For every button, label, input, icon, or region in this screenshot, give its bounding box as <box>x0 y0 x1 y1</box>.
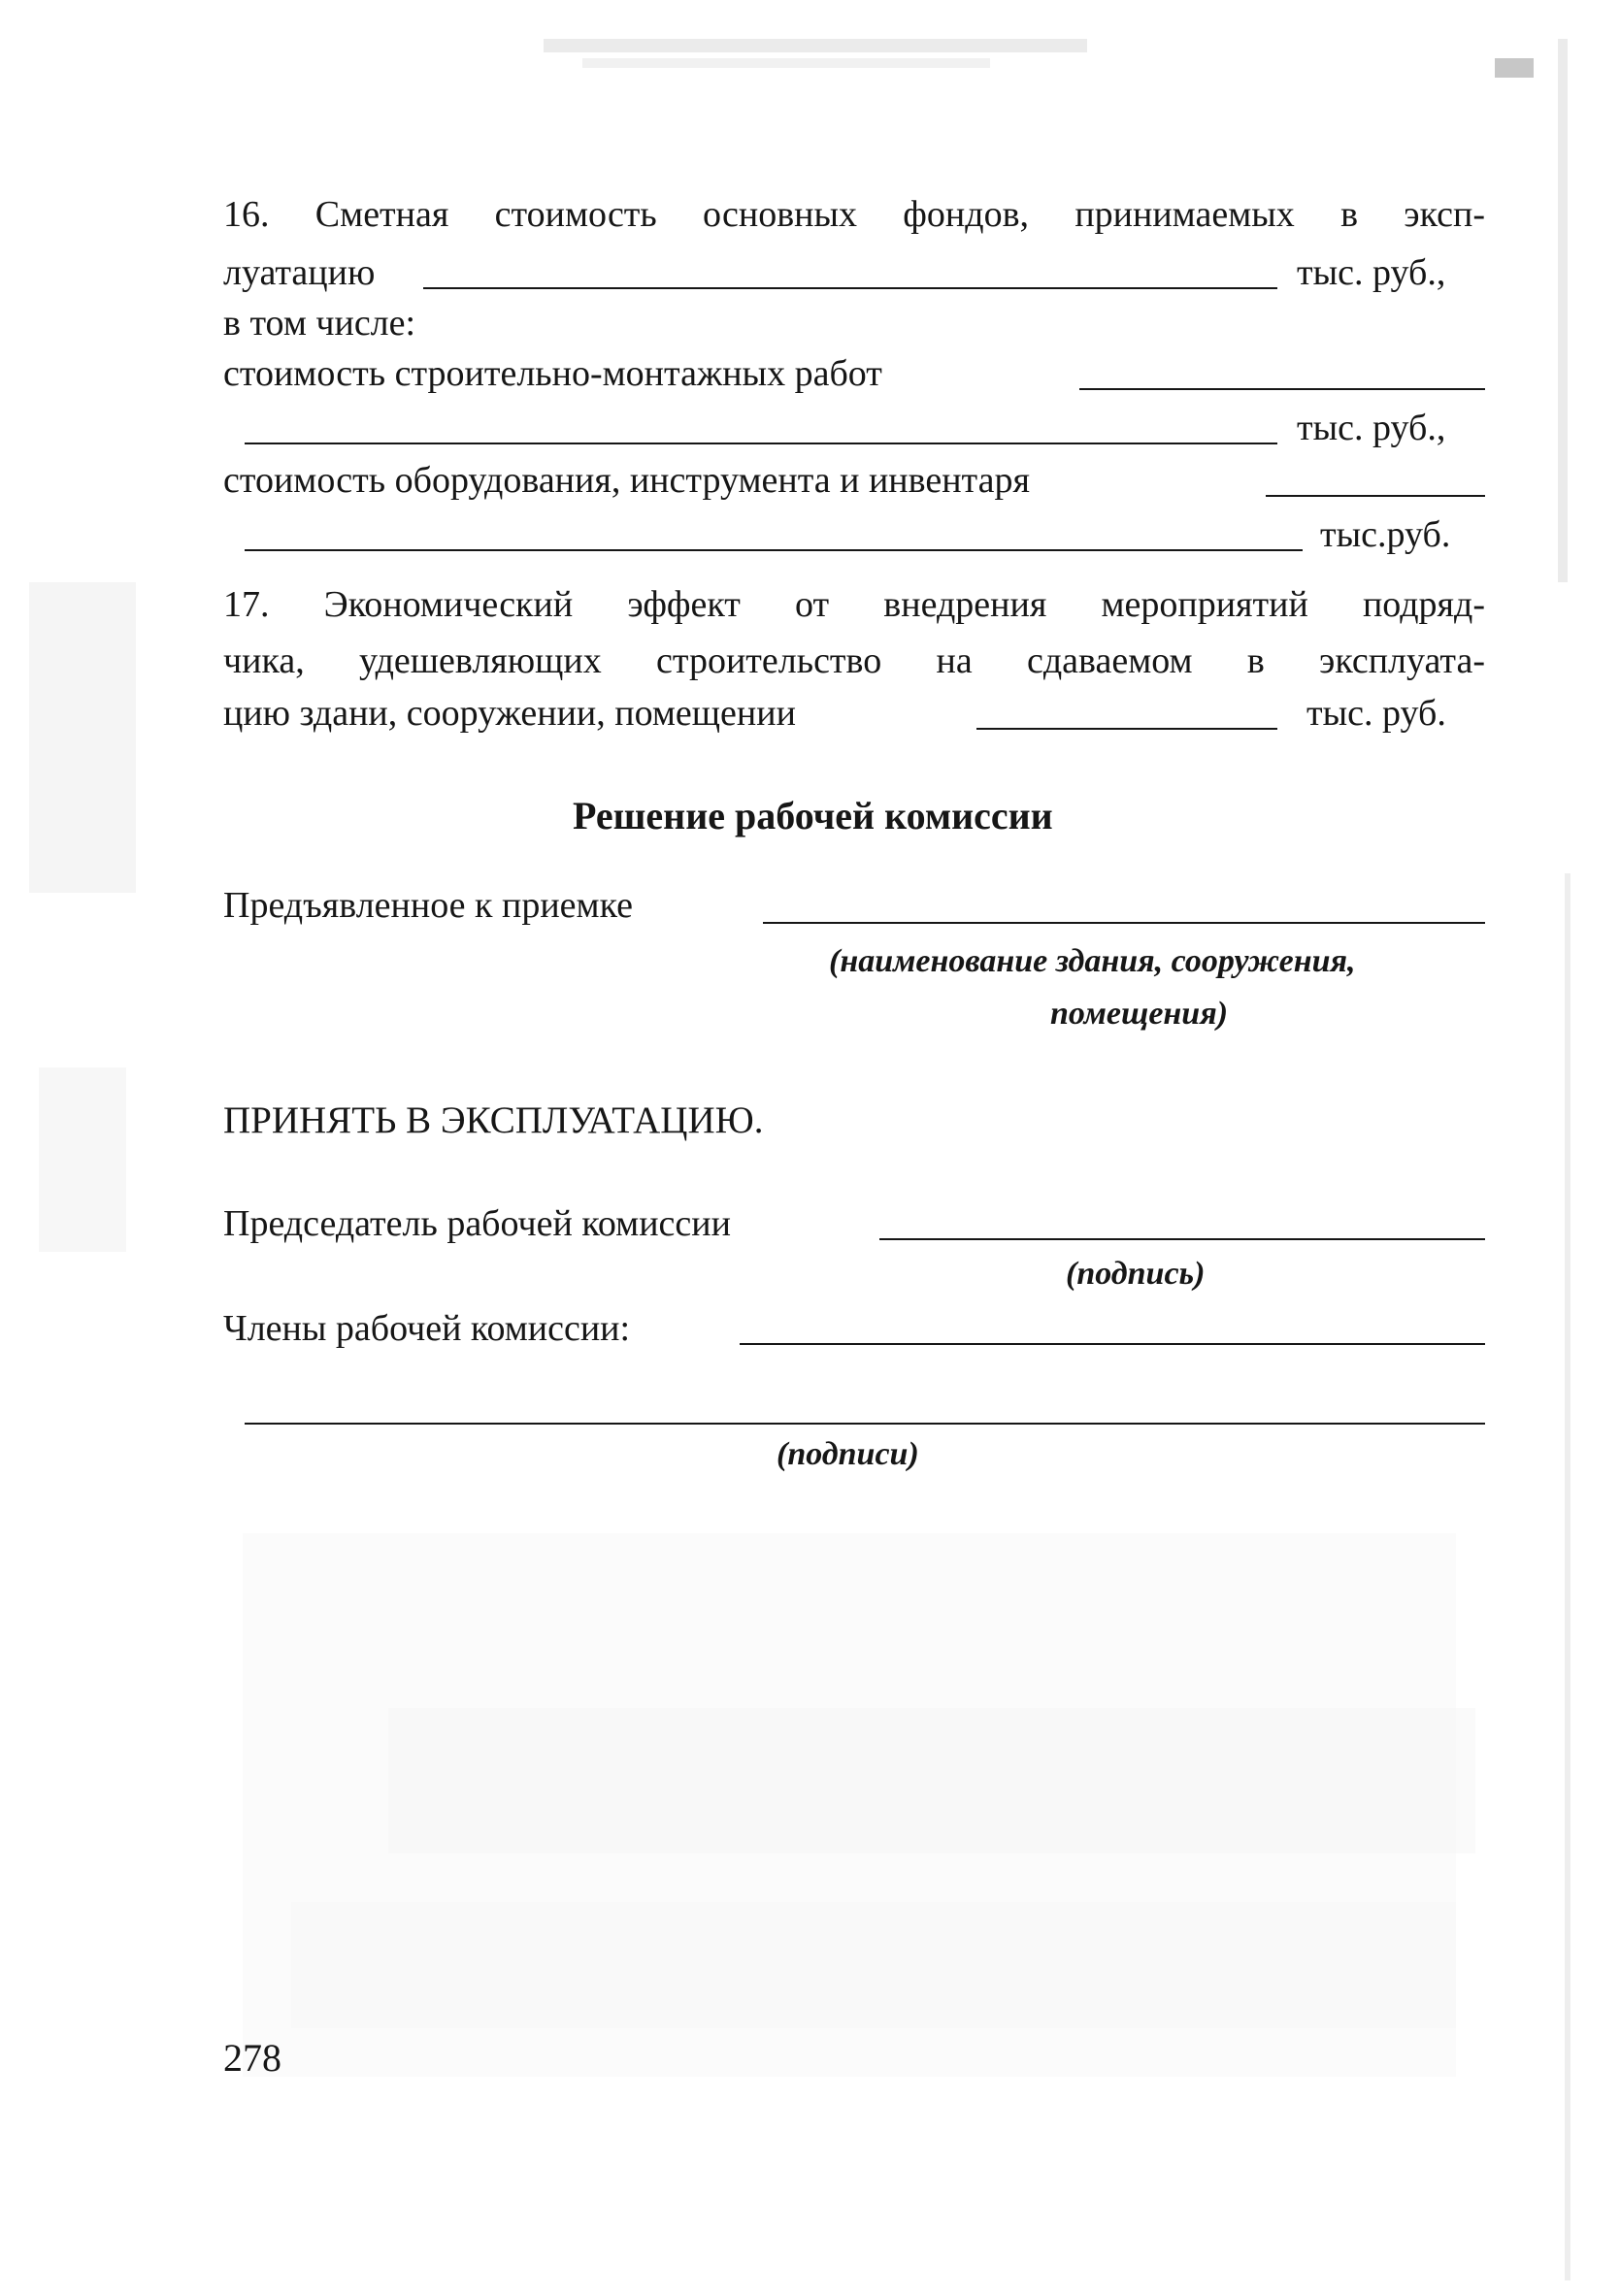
item16-line4: стоимость строительно-монтажных работ <box>223 353 882 394</box>
unit-label-c: тыс.руб. <box>1320 514 1451 555</box>
item16-line2-label: луатацию <box>223 252 376 293</box>
members-label: Члены рабочей комиссии: <box>223 1308 631 1349</box>
economic-effect-field[interactable] <box>976 728 1277 730</box>
item16-line6: стоимость оборудования, инструмента и инвентаря <box>223 460 1030 501</box>
equipment-cost-field[interactable] <box>1266 495 1485 497</box>
page-number: 278 <box>223 2036 281 2080</box>
item17-line3-label: цию здани, сооружении, помещении <box>223 693 796 734</box>
unit-label-a: тыс. руб., <box>1297 252 1446 293</box>
item16-line1: 16. Сметная стоимость основных фондов, принимаемых в эксп- <box>223 194 1485 235</box>
chairman-signature-field[interactable] <box>879 1238 1485 1240</box>
presented-caption-line2: помещения) <box>1050 996 1229 1032</box>
fixed-assets-cost-field[interactable] <box>423 287 1277 289</box>
members-signature-field[interactable] <box>740 1343 1485 1345</box>
decision-heading: Решение рабочей комиссии <box>573 794 1053 837</box>
equipment-cost-field-cont[interactable] <box>245 549 1303 551</box>
item16-line3: в том числе: <box>223 303 416 344</box>
accept-statement: ПРИНЯТЬ В ЭКСПЛУАТАЦИЮ. <box>223 1099 764 1141</box>
unit-label-b: тыс. руб., <box>1297 408 1446 448</box>
chairman-label: Председатель рабочей комиссии <box>223 1203 731 1244</box>
item17-line1: 17. Экономический эффект от внедрения мероприятий подряд- <box>223 584 1485 625</box>
presented-label: Предъявленное к приемке <box>223 885 633 926</box>
presented-caption-line1: (наименование здания, сооружения, <box>829 943 1356 979</box>
item17-line2: чика, удешевляющих строительство на сдаваемом в эксплуата- <box>223 640 1485 681</box>
construction-cost-field[interactable] <box>1079 388 1485 390</box>
members-caption: (подписи) <box>777 1436 919 1472</box>
chairman-caption: (подпись) <box>1066 1256 1206 1292</box>
members-signature-field-2[interactable] <box>245 1423 1485 1425</box>
construction-cost-field-cont[interactable] <box>245 443 1277 444</box>
presented-object-field[interactable] <box>763 922 1485 924</box>
unit-label-d: тыс. руб. <box>1306 693 1446 734</box>
